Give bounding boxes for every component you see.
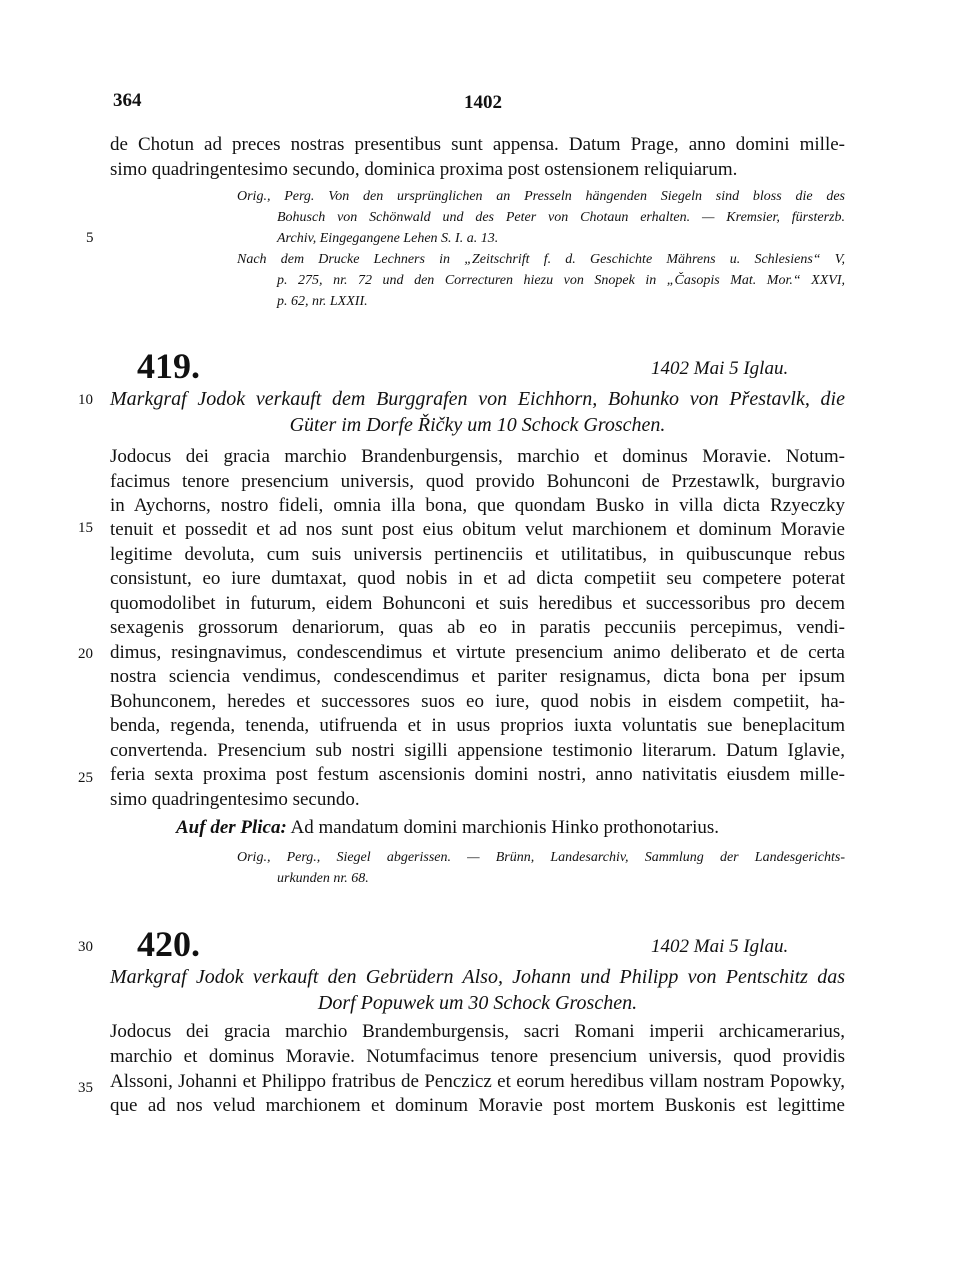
margin-line-number: 30	[78, 939, 93, 955]
margin-line-number: 35	[78, 1080, 93, 1096]
plica-text: Ad mandatum domini marchionis Hinko prothonotarius.	[290, 817, 720, 838]
body-line: consistunt, eo iure dumtaxat, quod nobis in et ad dicta competiit seu competere poterat	[110, 568, 845, 589]
note-line: p. 62, nr. LXXII.	[277, 294, 368, 309]
document-number: 419.	[137, 346, 200, 386]
body-line: Jodocus dei gracia marchio Brandemburgensis, sacri Romani imperii archicamerarius,	[110, 1021, 845, 1042]
body-line: dimus, resingnavimus, condescendimus et virtute presencium animo deliberato et de certa	[110, 642, 845, 663]
body-line: in Aychorns, nostro fideli, omnia illa bona, que quondam Busko in villa dicta Rzyeczky	[110, 495, 845, 516]
plica-label: Auf der Plica:	[176, 817, 287, 838]
body-line: que ad nos velud marchionem et dominum Moravie post mortem Buskonis est legittime	[110, 1095, 845, 1116]
plica-line	[176, 817, 719, 839]
margin-line-number: 5	[86, 230, 94, 246]
body-line: tenuit et possedit et ad nos sunt post eius obitum velut marchionem et dominum Moravie	[110, 519, 845, 540]
body-line: nostra sciencia vendimus, condescendimus et pariter resignamus, dicta bona per ipsum	[110, 666, 845, 687]
margin-line-number: 20	[78, 646, 93, 662]
note-line: Orig., Perg., Siegel abgerissen. — Brünn, Landesarchiv, Sammlung der Landesgerichts-	[237, 850, 845, 865]
body-line: quomodolibet in futurum, eidem Bohunconi et suis heredibus et successoribus pro decem	[110, 593, 845, 614]
body-line: Bohunconem, heredes et successores suos eo iure, quod nobis in eisdem competiit, ha-	[110, 691, 845, 712]
regest	[110, 386, 845, 438]
note-line: Orig., Perg. Von den ursprünglichen an Presseln hängenden Siegeln sind bloss die des	[237, 189, 845, 204]
date-place: 1402 Mai 5 Iglau.	[651, 936, 789, 957]
running-head-year: 1402	[464, 92, 502, 113]
margin-line-number: 15	[78, 520, 93, 536]
note-line: Nach dem Drucke Lechners in „Zeitschrift f. d. Geschichte Mährens u. Schlesiens“ V,	[237, 252, 845, 267]
body-line: Jodocus dei gracia marchio Brandenburgensis, marchio et dominus Moravie. Notum-	[110, 446, 845, 467]
margin-line-number: 10	[78, 392, 93, 408]
note-line: urkunden nr. 68.	[277, 871, 369, 886]
regest-line: Markgraf Jodok verkauft dem Burggrafen von Eichhorn, Bohunko von Přestavlk, die	[110, 388, 845, 410]
body-line: simo quadringentesimo secundo, dominica proxima post ostensionem reliquiarum.	[110, 159, 738, 180]
body-line: legitime devoluta, cum suis universis pertinenciis et utilitatibus, in quibuscunque rebus	[110, 544, 845, 565]
body-line: de Chotun ad preces nostras presentibus sunt appensa. Datum Prage, anno domini mille-	[110, 134, 845, 155]
body-line: convertenda. Presencium sub nostri sigilli appensione testimonio literarum. Datum Iglavie,	[110, 740, 845, 761]
body-line: facimus tenore presencium universis, quod provido Bohunconi de Przestawlk, burgravio	[110, 471, 845, 492]
regest-line: Güter im Dorfe Řičky um 10 Schock Groschen.	[289, 414, 666, 436]
margin-line-number: 25	[78, 770, 93, 786]
body-line: Alssoni, Johanni et Philippo fratribus de Penczicz et eorum heredibus villam nostram Popowky,	[110, 1071, 845, 1092]
note-line: Bohusch von Schönwald und des Peter von Chotaun erhalten. — Kremsier, fürsterzb.	[277, 210, 845, 225]
regest-line: Dorf Popuwek um 30 Schock Groschen.	[317, 992, 638, 1014]
body-line: sexagenis grossorum denariorum, quas ab eo in paratis peccuniis percepimus, vendi-	[110, 617, 845, 638]
regest	[110, 964, 845, 1016]
document-number: 420.	[137, 924, 200, 964]
body-line: simo quadringentesimo secundo.	[110, 789, 360, 810]
regest-line: Markgraf Jodok verkauft den Gebrüdern Also, Johann und Philipp von Pentschitz das	[110, 966, 845, 988]
note-line: Archiv, Eingegangene Lehen S. I. a. 13.	[277, 231, 499, 246]
note-line: p. 275, nr. 72 und den Correcturen hiezu von Snopek in „Časopis Mat. Mor.“ XXVI,	[277, 273, 845, 288]
body-line: feria sexta proxima post festum ascensionis domini nostri, anno nativitatis eiusdem mille-	[110, 764, 845, 785]
body-line: marchio et dominus Moravie. Notumfacimus tenore presencium universis, quod providis	[110, 1046, 845, 1067]
page-number: 364	[113, 90, 142, 111]
date-place: 1402 Mai 5 Iglau.	[651, 358, 789, 379]
body-line: benda, regenda, tenenda, utifruenda et in usus proprios iuxta voluntatis sue beneplacitum	[110, 715, 845, 736]
